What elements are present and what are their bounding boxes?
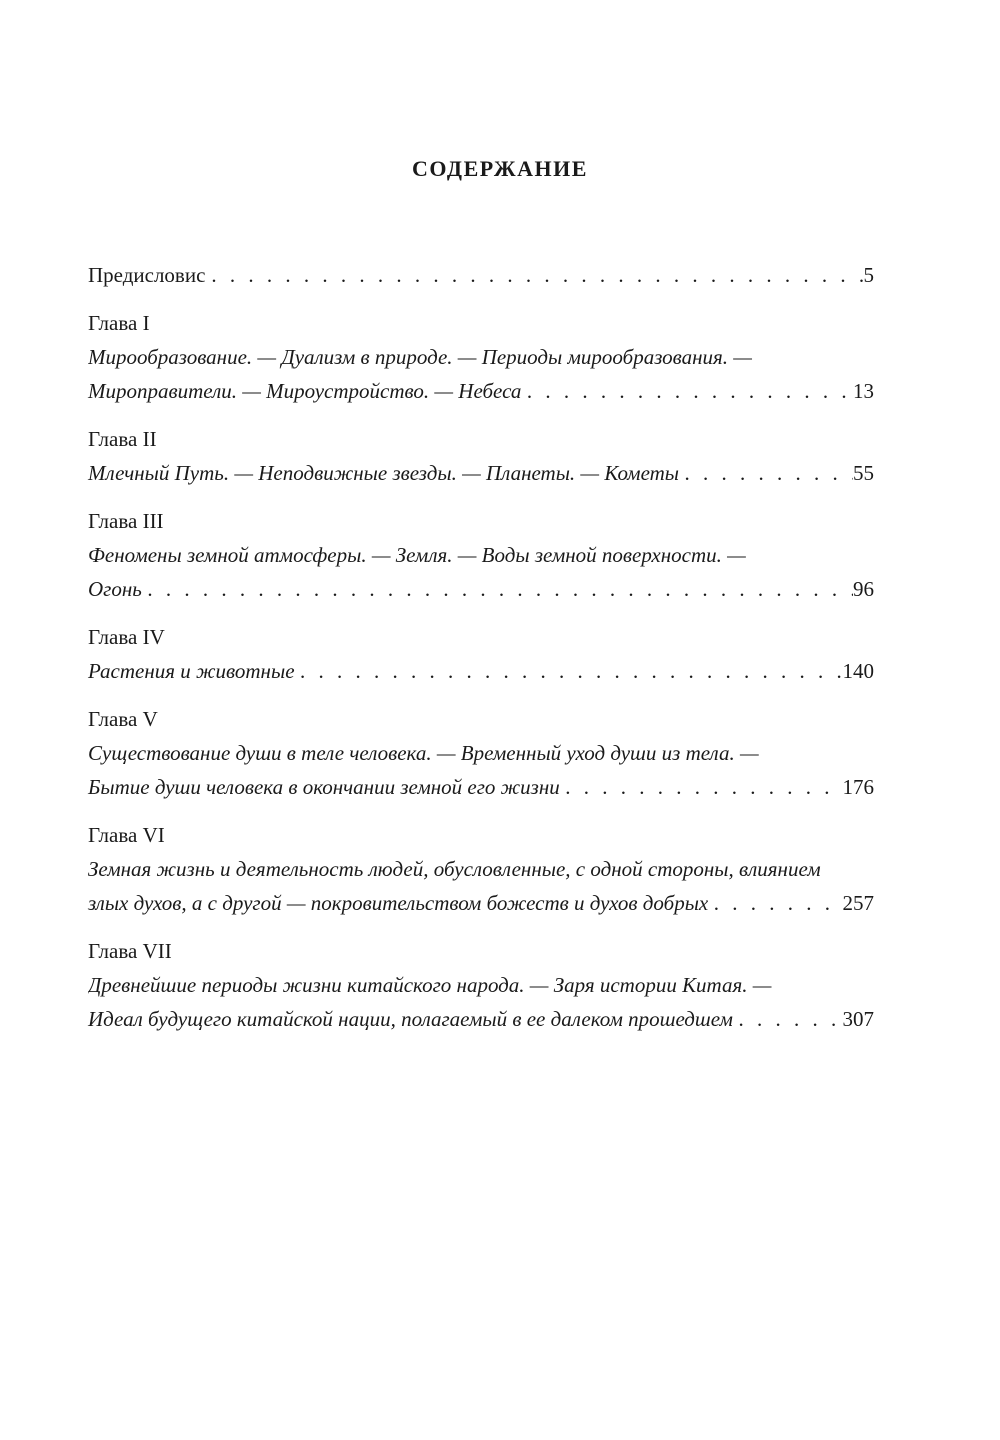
page-number: 55 [853, 461, 874, 485]
toc-entry-chapter-3 [88, 504, 874, 606]
chapter-summary-line: Существование души в теле человека. — Временный уход души из тела. — [88, 741, 759, 765]
toc-preface-line[interactable] [88, 258, 874, 292]
toc-entry-chapter-1 [88, 306, 874, 408]
chapter-summary-text: Бытие души человека в окончании земной его жизни [88, 775, 560, 799]
chapter-summary-text: Мироправители. — Мироустройство. — Небеса [88, 379, 522, 403]
chapter-label: Глава VI [88, 823, 165, 847]
dot-leader [521, 374, 853, 408]
dot-leader [733, 1002, 843, 1036]
toc-entry-chapter-5 [88, 702, 874, 804]
chapter-label: Глава II [88, 427, 157, 451]
chapter-summary-last-line[interactable] [88, 886, 874, 920]
chapter-summary-line: Феномены земной атмосферы. — Земля. — Воды земной поверхности. — [88, 543, 746, 567]
preface-title: Предисловис [88, 263, 206, 287]
chapter-summary-text: Млечный Путь. — Неподвижные звезды. — Планеты. — Кометы [88, 461, 680, 485]
page-number: 5 [863, 263, 874, 287]
toc-entry-preface [88, 258, 874, 292]
dot-leader [679, 456, 853, 490]
chapter-label: Глава VII [88, 939, 172, 963]
page-number: 307 [842, 1007, 874, 1031]
toc-title: СОДЕРЖАНИЕ [412, 156, 588, 181]
dot-leader [708, 886, 842, 920]
chapter-summary-line: Древнейшие периоды жизни китайского народа. — Заря истории Китая. — [88, 973, 772, 997]
dot-leader [295, 654, 843, 688]
chapter-summary-text: Идеал будущего китайской нации, полагаемый в ее далеком прошедшем [88, 1007, 733, 1031]
chapter-summary-last-line[interactable] [88, 374, 874, 408]
chapter-summary-last-line[interactable] [88, 572, 874, 606]
dot-leader [560, 770, 843, 804]
page-number: 257 [842, 891, 874, 915]
chapter-label: Глава IV [88, 625, 165, 649]
page-number: 96 [853, 577, 874, 601]
chapter-summary-last-line[interactable] [88, 1002, 874, 1036]
chapter-summary-line: Земная жизнь и деятельность людей, обусловленные, с одной стороны, влиянием [88, 857, 821, 881]
chapter-label: Глава III [88, 509, 164, 533]
toc-entry-chapter-2 [88, 422, 874, 490]
chapter-summary-last-line[interactable] [88, 654, 874, 688]
dot-leader [142, 572, 853, 606]
table-of-contents [88, 258, 874, 1050]
toc-entry-chapter-7 [88, 934, 874, 1036]
chapter-summary-text: Растения и животные [88, 659, 295, 683]
toc-entry-chapter-6 [88, 818, 874, 920]
page-number: 13 [853, 379, 874, 403]
dot-leader [205, 258, 863, 292]
page-number: 140 [842, 659, 874, 683]
chapter-label: Глава V [88, 707, 158, 731]
chapter-label: Глава I [88, 311, 150, 335]
chapter-summary-last-line[interactable] [88, 770, 874, 804]
toc-entry-chapter-4 [88, 620, 874, 688]
chapter-summary-text: Огонь [88, 577, 142, 601]
chapter-summary-line: Мирообразование. — Дуализм в природе. — Периоды мирообразования. — [88, 345, 752, 369]
chapter-summary-text: злых духов, а с другой — покровительством божеств и духов добрых [88, 891, 709, 915]
chapter-summary-last-line[interactable] [88, 456, 874, 490]
page-number: 176 [842, 775, 874, 799]
